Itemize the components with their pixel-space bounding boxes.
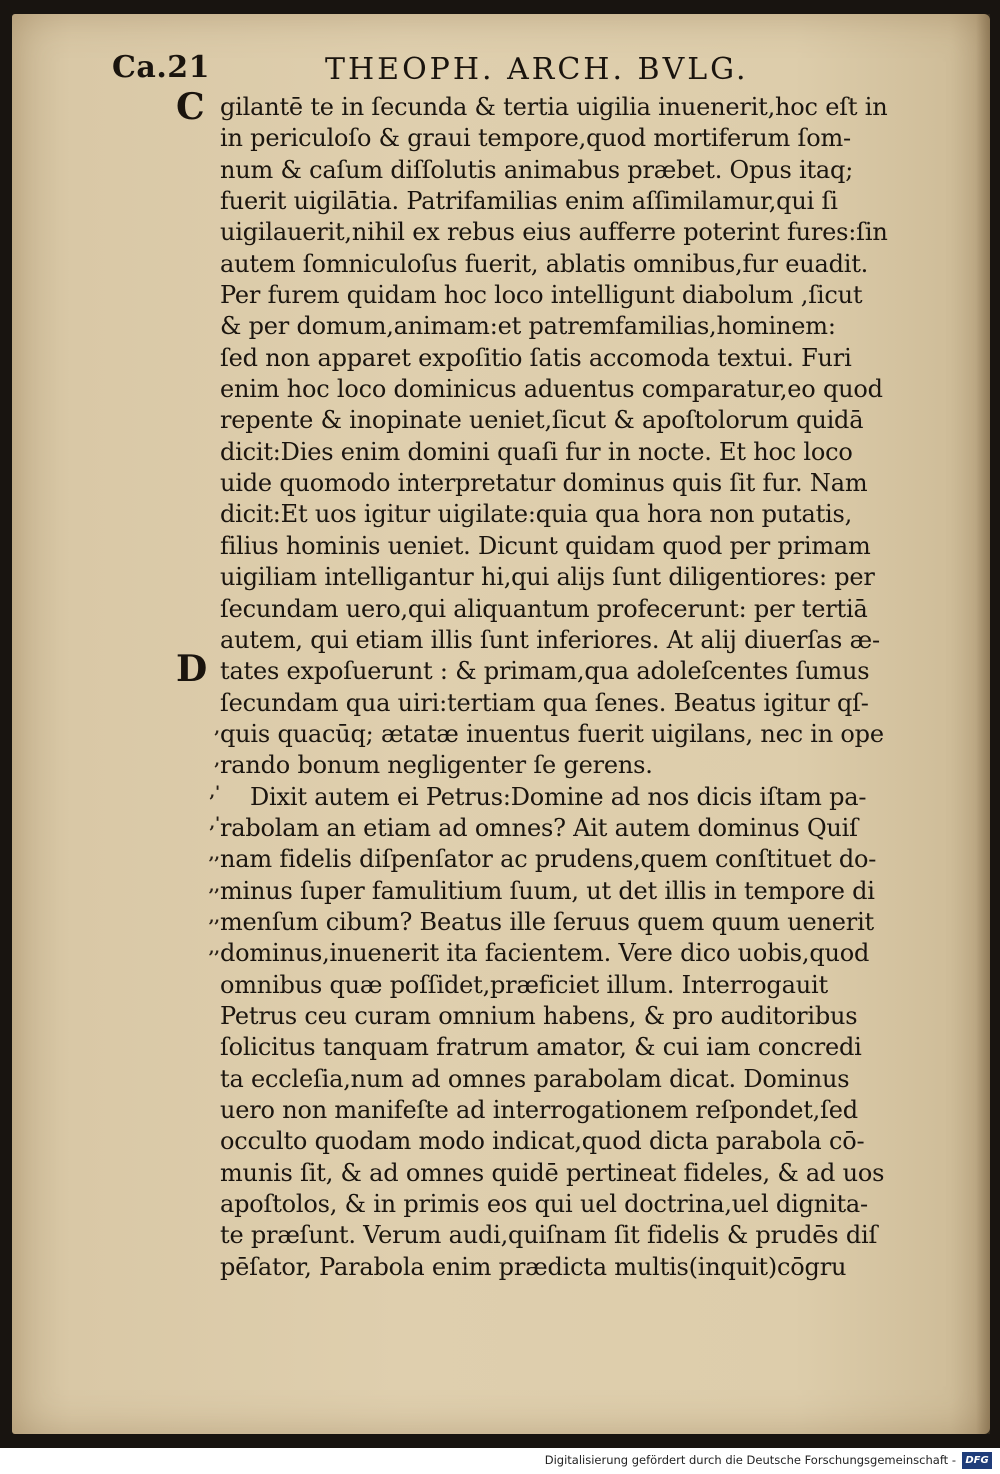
quote-mark: ,, [208,938,220,957]
text-line: omnibus quæ poſſidet,præficiet illum. Interrogauit [220,970,828,999]
text-line: gilantē te in ſecunda & tertia uigilia inuenerit,hoc eſt in [220,93,888,121]
text-line: quis quacūq; ætatæ inuentus fuerit uigilans, nec in ope [220,719,884,748]
quote-mark: ,' [209,782,220,801]
text-line: in periculoſo & graui tempore,quod mortiferum ſom- [220,124,851,153]
page-edge-shadow [976,14,990,1434]
text-line: pēſator, Parabola enim prædicta multis(inquit)cōgru [220,1252,847,1281]
text-line: apoſtolos, & in primis eos qui uel doctrina,uel dignita- [220,1190,868,1219]
text-line: occulto quodam modo indicat,quod dicta parabola cō- [220,1127,865,1156]
text-line: uero non manifeſte ad interrogationem reſpondet,ſed [220,1096,858,1124]
text-line: menſum cibum? Beatus ille ſeruus quem quum uenerit [220,907,874,936]
chapter-mark: Ca.21 [112,50,211,85]
text-line: num & caſum diſſolutis animabus præbet. Opus itaq; [220,155,854,184]
text-line: rando bonum negligenter ſe gerens. [220,751,653,780]
text-line: uide quomodo interpretatur dominus quis ſit fur. Nam [220,469,868,498]
marginal-letter-d: D [176,648,208,690]
text-line: uigiliam intelligantur hi,qui alijs ſunt diligentiores: per [220,563,875,592]
running-title: THEOPH. ARCH. BVLG. [325,52,749,87]
quote-mark: ,' [209,813,220,832]
text-line: enim hoc loco dominicus aduentus comparatur,eo quod [220,375,883,404]
text-line: & per domum,animam:et patremfamilias,hominem: [220,312,836,341]
dfg-logo-icon: DFG [962,1452,992,1469]
text-line: Dixit autem ei Petrus:Domine ad nos dicis iſtam pa- [250,782,867,811]
running-head [0,50,1000,90]
text-line: uigilauerit,nihil ex rebus eius aufferre poterint fures:ſin [220,218,888,247]
quote-mark: ,, [208,844,220,863]
funding-credit: Digitalisierung gefördert durch die Deutsche Forschungsgemeinschaft - [544,1453,956,1467]
digitization-footer [0,1448,1000,1474]
quote-mark: ,, [208,876,220,895]
body-text [220,92,920,1283]
marginal-letter-c: C [176,86,205,128]
text-line: autem ſomniculoſus fuerit, ablatis omnibus,fur euadit. [220,249,869,278]
text-line: fuerit uigilātia. Patrifamilias enim aſſimilamur,qui ſi [220,187,838,216]
text-line: Per furem quidam hoc loco intelligunt diabolum ,ſicut [220,281,863,310]
text-line: dicit:Et uos igitur uigilate:quia qua hora non putatis, [220,500,853,529]
text-line: ſed non apparet expoſitio ſatis accomoda textui. Furi [220,343,852,372]
text-line: rabolam an etiam ad omnes? Ait autem dominus Quiſ [220,813,858,842]
text-line: munis ſit, & ad omnes quidē pertineat fideles, & ad uos [220,1158,885,1187]
text-line: ſecundam uero,qui aliquantum profecerunt: per tertiā [220,594,868,623]
text-line: nam fidelis diſpenſator ac prudens,quem conſtituet do- [220,845,877,874]
text-line: dominus,inuenerit ita facientem. Vere dico uobis,quod [220,939,870,968]
quote-mark: , [214,750,220,769]
text-line: filius hominis ueniet. Dicunt quidam quod per primam [220,531,871,560]
text-line: tates expoſuerunt : & primam,qua adoleſcentes ſumus [220,657,870,686]
text-line: ſecundam qua uiri:tertiam qua ſenes. Beatus igitur qſ- [220,688,869,717]
quote-mark: ,, [208,907,220,926]
text-line: ſolicitus tanquam fratrum amator, & cui iam concredi [220,1033,862,1062]
text-line: autem, qui etiam illis ſunt inferiores. At alij diuerſas æ- [220,625,880,654]
text-line: minus ſuper famulitium ſuum, ut det illis in tempore di [220,876,875,905]
text-line: ta eccleſia,num ad omnes parabolam dicat. Dominus [220,1064,850,1093]
quote-mark: , [214,718,220,737]
text-line: Petrus ceu curam omnium habens, & pro auditoribus [220,1001,858,1030]
text-line: repente & inopinate ueniet,ſicut & apoſtolorum quidā [220,406,864,435]
text-line: dicit:Dies enim domini quaſi fur in nocte. Et hoc loco [220,437,853,466]
text-line: te præſunt. Verum audi,quiſnam ſit fidelis & prudēs diſ [220,1221,878,1250]
